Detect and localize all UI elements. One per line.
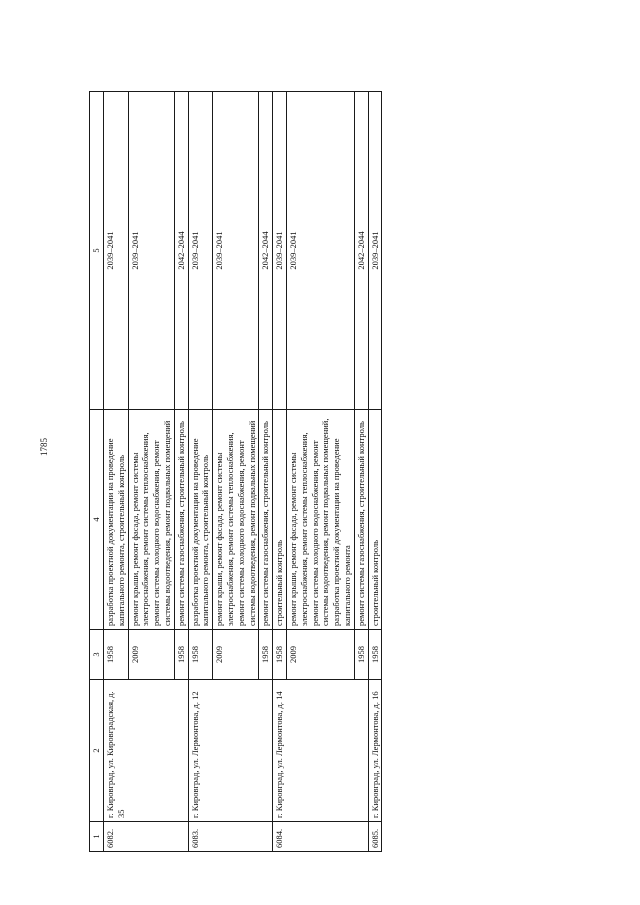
year: 1958: [354, 630, 368, 680]
works: ремонт крыши, ремонт фасада, ремонт системы электроснабжения, ремонт системы теплоснабжения, ремонт системы холодного водоснабжения, ремонт системы водоотведения, ремонт подвальных помещений: [128, 410, 174, 630]
year: 1958: [368, 630, 382, 680]
works: разработка проектной документации на проведение капитального ремонта, строительный контроль: [188, 410, 213, 630]
rotated-table-container: [89, 92, 513, 852]
period: 2039–2041: [104, 92, 129, 410]
year: 1958: [174, 630, 188, 680]
works: ремонт крыши, ремонт фасада, ремонт системы электроснабжения, ремонт системы теплоснабжения, ремонт системы холодного водоснабжения, ремонт системы водоотведения, ремонт подвальных помещений: [213, 410, 259, 630]
works: ремонт системы газоснабжения, строительный контроль: [354, 410, 368, 630]
period: 2042–2044: [354, 92, 368, 410]
period: 2042–2044: [259, 92, 273, 410]
table-row: [273, 92, 287, 852]
table-row: [104, 92, 129, 852]
period: 2042–2044: [174, 92, 188, 410]
year: 1958: [104, 630, 129, 680]
period: 2039–2041: [188, 92, 213, 410]
record-number: 6084.: [273, 822, 368, 852]
table-row: [188, 92, 213, 852]
period: 2039–2041: [128, 92, 174, 410]
address: г. Кировград, ул. Лермонтова, д. 12: [188, 680, 273, 822]
header-cell: 2: [90, 680, 104, 822]
address: г. Кировград, ул. Лермонтова, д. 16: [368, 680, 382, 822]
address: г. Кировград, ул. Лермонтова, д. 14: [273, 680, 368, 822]
header-cell: 4: [90, 410, 104, 630]
year: 2009: [213, 630, 259, 680]
record-number: 6083.: [188, 822, 273, 852]
record-number: 6085.: [368, 822, 382, 852]
works: ремонт крыши, ремонт фасада, ремонт системы электроснабжения, ремонт системы теплоснабжения, ремонт системы холодного водоснабжения, ремонт системы водоотведения, ремонт подвальных помещений, разработка проектной документации на проведение капитального ремонта: [286, 410, 354, 630]
header-cell: 3: [90, 630, 104, 680]
works: разработка проектной документации на проведение капитального ремонта, строительный контроль: [104, 410, 129, 630]
header-row: [90, 92, 104, 852]
year: 1958: [188, 630, 213, 680]
address: г. Кировград, ул. Кировградская, д. 35: [104, 680, 189, 822]
repair-schedule-table: [89, 91, 382, 852]
works: ремонт системы газоснабжения, строительный контроль: [174, 410, 188, 630]
period: 2039–2041: [273, 92, 287, 410]
works: ремонт системы газоснабжения, строительный контроль: [259, 410, 273, 630]
record-number: 6082.: [104, 822, 189, 852]
works: строительный контроль: [368, 410, 382, 630]
year: 1958: [259, 630, 273, 680]
period: 2039–2041: [368, 92, 382, 410]
year: 1958: [273, 630, 287, 680]
period: 2039–2041: [286, 92, 354, 410]
year: 2009: [128, 630, 174, 680]
table-row: [368, 92, 382, 852]
header-cell: 1: [90, 822, 104, 852]
header-cell: 5: [90, 92, 104, 410]
period: 2039–2041: [213, 92, 259, 410]
page-number: 1785: [39, 438, 49, 456]
works: строительный контроль: [273, 410, 287, 630]
year: 2009: [286, 630, 354, 680]
